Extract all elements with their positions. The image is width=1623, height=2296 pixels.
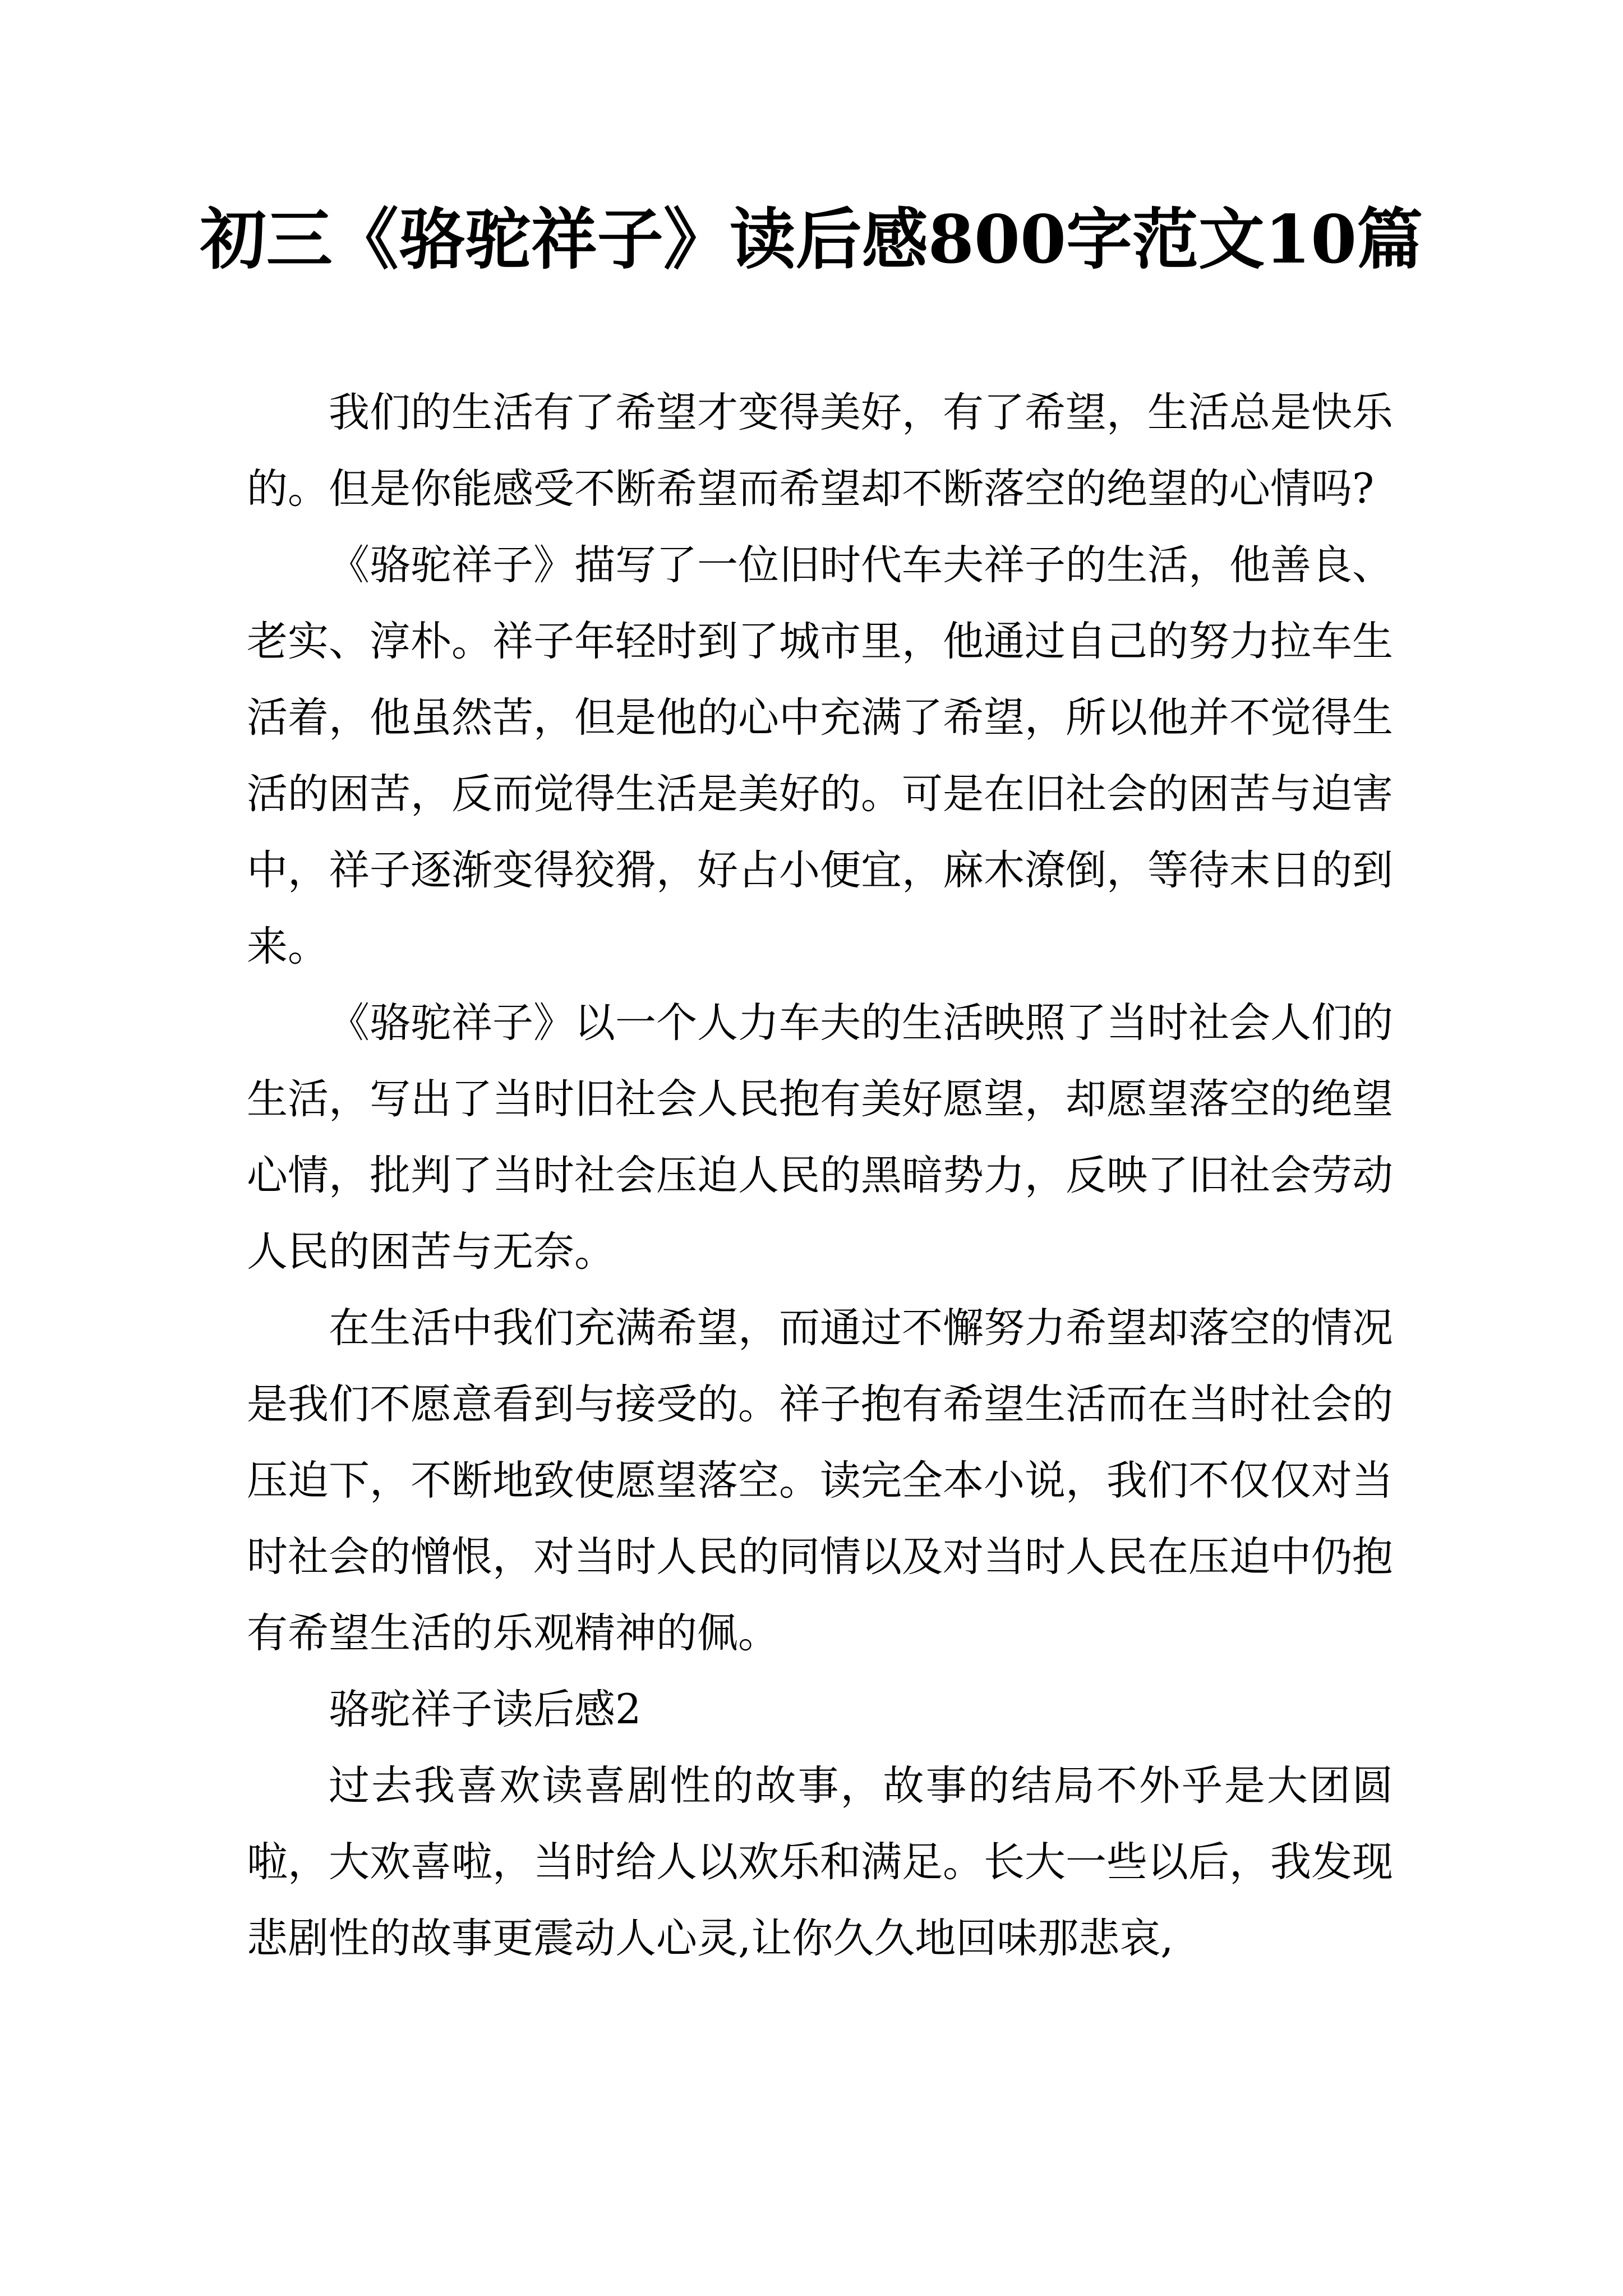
paragraph: 在生活中我们充满希望，而通过不懈努力希望却落空的情况是我们不愿意看到与接受的。祥子抱有希望生活而在当时社会的压迫下，不断地致使愿望落空。读完全本小说，我们不仅仅对当时社会的憎恨，对当时人民的同情以及对当时人民在压迫中仍抱有希望生活的乐观精神的佩。 (247, 1304, 1393, 1657)
paragraph: 我们的生活有了希望才变得美好，有了希望，生活总是快乐的。但是你能感受不断希望而希望却不断落空的绝望的心情吗? (247, 389, 1393, 513)
paragraph: 《骆驼祥子》描写了一位旧时代车夫祥子的生活，他善良、老实、淳朴。祥子年轻时到了城市里，他通过自己的努力拉车生活着，他虽然苦，但是他的心中充满了希望，所以他并不觉得生活的困苦，反而觉得生活是美好的。可是在旧社会的困苦与迫害中，祥子逐渐变得狡猾，好占小便宜，麻木潦倒，等待末日的到来。 (247, 541, 1393, 970)
section-heading: 骆驼祥子读后感2 (329, 1686, 642, 1733)
paragraph: 《骆驼祥子》以一个人力车夫的生活映照了当时社会人们的生活，写出了当时旧社会人民抱有美好愿望，却愿望落空的绝望心情，批判了当时社会压迫人民的黑暗势力，反映了旧社会劳动人民的困苦与无奈。 (247, 999, 1393, 1276)
document-body (247, 375, 1393, 1977)
paragraph: 过去我喜欢读喜剧性的故事，故事的结局不外乎是大团圆啦，大欢喜啦，当时给人以欢乐和满足。长大一些以后，我发现悲剧性的故事更震动人心灵,让你久久地回味那悲哀, (247, 1762, 1393, 1962)
document-title: 初三《骆驼祥子》读后感800字范文10篇 (200, 200, 1423, 278)
